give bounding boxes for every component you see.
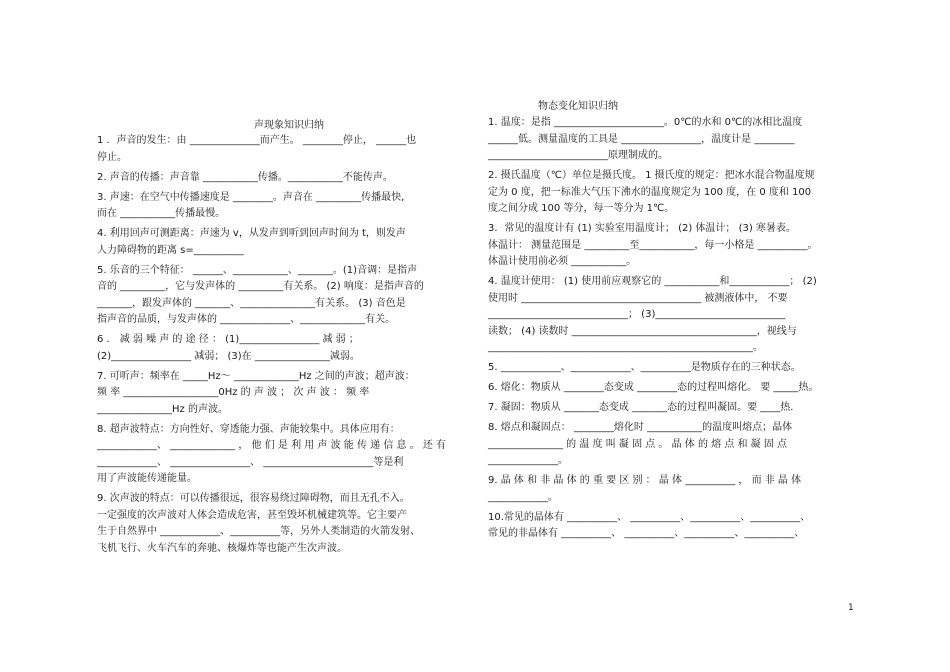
- text-line: 停止。: [97, 151, 127, 163]
- text-line: (2)________________ 减弱； (3)在 _______________减弱。: [97, 350, 360, 362]
- text-line: 度之间分成 100 等分，每一等分为 1℃。: [488, 203, 675, 214]
- text-line: 使用时 ____________________________________ 被测液体中， 不要: [488, 292, 788, 304]
- paragraph: [488, 168, 856, 218]
- paragraph: [97, 422, 464, 488]
- title-sound: 声现象知识归纳: [254, 120, 324, 131]
- text-line: 3. 声速：在空气中传播速度是 ________。声音在 _________传播最快,: [97, 191, 405, 203]
- paragraph: [97, 332, 464, 365]
- paragraph: [488, 360, 856, 377]
- text-line: 一定强度的次声波对人体会造成危害，甚至毁坏机械建筑等。它主要产: [97, 509, 407, 521]
- text-line: 9. 次声波的特点：可以传播很远，很容易绕过障碍物，而且无孔不入。: [97, 493, 410, 504]
- paragraph: [97, 263, 464, 329]
- text-line: ______________。: [488, 455, 568, 466]
- paragraph: [97, 170, 464, 187]
- paragraph: [488, 115, 856, 165]
- text-line: 用了声波能传递能量。: [97, 473, 197, 484]
- text-line: ____________、 _____________ ， 他 们 是 利 用 声 波 能 传 递 信 息 。 还 有: [97, 440, 447, 451]
- text-line: 生于自然界中 ____________、__________等，另外人类制造的火箭发射、: [97, 526, 421, 537]
- text-line: ____________、 ________________、 ______________________等是利: [97, 456, 404, 468]
- text-line: 7. 可听声：频率在 _____Hz～ _____________Hz 之间的声波；超声波：: [97, 370, 415, 382]
- text-line: 6. 熔化：物质从 ________态变成 ________态的过程叫熔化。 要 _____热。: [488, 382, 819, 393]
- text-line: _______，跟发声体的 _______、_______________有关系。 (3) 音色是: [97, 297, 406, 309]
- paragraph: [488, 400, 856, 417]
- text-line: 9. 晶 体 和 非 晶 体 的 重 要 区 别 ： 晶 体 __________ ， 而 非 晶 体: [488, 475, 802, 486]
- text-line: 1 ．声音的发生：由 ______________而产生。 ________停止， ______也: [97, 135, 417, 146]
- text-line: 8. 超声波特点：方向性好、穿透能力强、声能较集中。具体应用有：: [97, 423, 400, 435]
- title-matter-state: 物态变化知识归纳: [538, 101, 618, 112]
- text-line: 3．常见的温度计有 (1) 实验室用温度计； (2) 体温计； (3) 寒暑表。: [488, 223, 796, 234]
- text-line: 6 ． 减 弱 噪 声 的 途 径 ： (1)________________ 减 弱 ；: [97, 334, 359, 345]
- text-line: 4. 温度计使用： (1) 使用前应观察它的 ___________和____________； (2): [488, 276, 817, 287]
- text-line: 8. 熔点和凝固点： ________熔化时 ___________的温度叫熔点；晶体: [488, 422, 793, 433]
- text-line: 而在 ___________传播最慢。: [97, 208, 226, 219]
- text-line: _______________Hz 的声波。: [97, 403, 228, 415]
- paragraph: [488, 221, 856, 271]
- text-line: 音的 _________，它与发声体的 _________有关系。 (2) 响度：是指声音的: [97, 281, 424, 292]
- paragraph: [97, 369, 464, 419]
- text-line: 定为 0 度，把一标准大气压下沸水的温度规定为 100 度，在 0 度和 100: [488, 186, 812, 198]
- page-number: 1: [848, 603, 854, 613]
- text-line: 频 率 ___________________0Hz 的 声 波 ； 次 声 波 ： 频 率: [97, 387, 370, 398]
- text-line: 2. 摄氏温度（℃）单位是摄氏度。 1 摄氏度的规定：把冰水混合物温度规: [488, 170, 815, 181]
- text-line: 常见的非晶体有 __________、 __________、__________、__________、: [488, 528, 805, 539]
- paragraph: [488, 380, 856, 397]
- paragraph: [488, 420, 856, 470]
- paragraph: [97, 226, 464, 259]
- paragraph: [488, 473, 856, 506]
- text-line: 读数； (4) 读数时 _____________________________________，视线与: [488, 325, 797, 337]
- paragraph: [97, 190, 464, 223]
- text-line: ____________________________； (3)__________________________: [488, 309, 786, 320]
- text-line: 体温计使用前必须 ___________。: [488, 256, 637, 267]
- paragraph: [97, 491, 464, 557]
- text-line: 人力障碍物的距离 s=__________: [97, 244, 244, 256]
- text-line: _____________________________________________________。: [488, 342, 763, 353]
- text-line: 1. 温度：是指 ______________________。0℃的水和 0℃的冰相比温度: [488, 117, 803, 128]
- text-line: 飞机飞行、火车汽车的奔驰、核爆炸等也能产生次声波。: [97, 542, 347, 554]
- text-line: 5. 乐音的三个特征： ______、___________、_______。(1)音调：是指声: [97, 264, 418, 276]
- text-line: ________________________原理制成的。: [488, 150, 668, 161]
- paragraph: [488, 274, 856, 357]
- text-line: 5. ____________、____________、__________是物质存在的三种状态。: [488, 362, 801, 373]
- text-line: ____________。: [488, 491, 558, 503]
- text-line: 2. 声音的传播：声音靠 ___________传播。___________不能传声。: [97, 171, 393, 183]
- text-line: 4. 利用回声可测距离：声速为 v，从发声到听到回声时间为 t，则发声: [97, 228, 406, 239]
- text-line: 指声音的品质，与发声体的 ______________、_____________有关。: [97, 314, 396, 325]
- text-line: 体温计： 测量范围是 _________至___________，每一小格是 __________。: [488, 239, 818, 251]
- text-line: 10.常见的晶体有 __________、 __________、__________、__________、: [488, 511, 811, 523]
- text-line: _______________ 的 温 度 叫 凝 固 点 。 晶 体 的 熔 点 和 凝 固 点: [488, 438, 788, 450]
- paragraph: [97, 133, 464, 166]
- paragraph: [488, 510, 856, 543]
- text-line: ______低。测量温度的工具是 ________________，温度计是 ________: [488, 133, 795, 145]
- text-line: 7. 凝固：物质从 _______态变成 _______态的过程叫凝固。要 ____热.: [488, 402, 794, 413]
